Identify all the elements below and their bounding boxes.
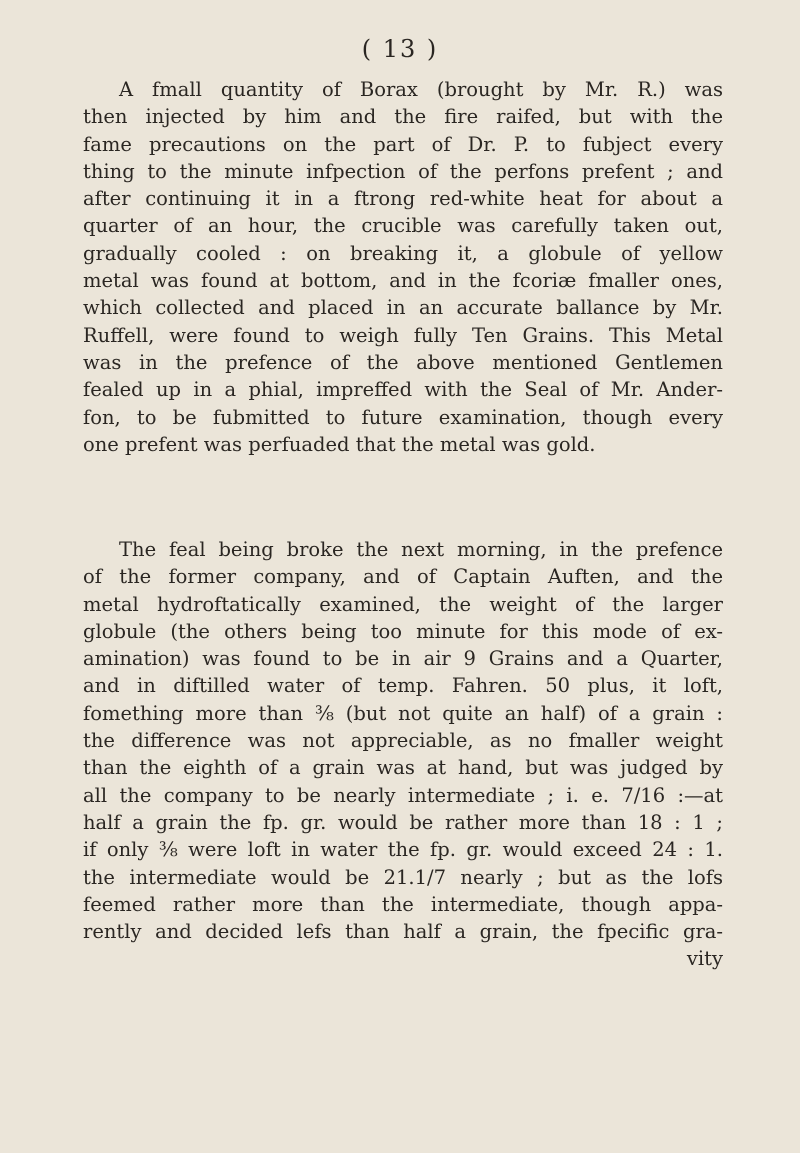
text-line: rently and decided lefs than half a grain, the fpecific gra- bbox=[83, 920, 723, 944]
text-line: half a grain the fp. gr. would be rather more than 18 : 1 ; bbox=[83, 810, 723, 834]
text-line: and in diftilled water of temp. Fahren. 50 plus, it loft, bbox=[83, 674, 723, 698]
text-line: feemed rather more than the intermediate, though appa- bbox=[83, 892, 723, 916]
text-line: globule (the others being too minute for this mode of ex- bbox=[83, 619, 723, 643]
text-line: if only ⅜ were loft in water the fp. gr. would exceed 24 : 1. bbox=[83, 838, 723, 862]
text-line: gradually cooled : on breaking it, a globule of yellow bbox=[83, 241, 723, 265]
text-line: than the eighth of a grain was at hand, but was judged by bbox=[83, 756, 723, 780]
text-line: fealed up in a phial, impreffed with the Seal of Mr. Ander- bbox=[83, 378, 723, 402]
text-line: of the former company, and of Captain Auften, and the bbox=[83, 565, 723, 589]
paragraph-2 bbox=[83, 536, 723, 973]
text-line: then injected by him and the fire raifed, but with the bbox=[83, 105, 723, 129]
text-line: fame precautions on the part of Dr. P. to fubject every bbox=[83, 132, 723, 156]
catchword: vity bbox=[686, 947, 723, 971]
text-line: fomething more than ⅜ (but not quite an half) of a grain : bbox=[83, 701, 723, 725]
page-number: ( 13 ) bbox=[361, 35, 439, 63]
text-line: which collected and placed in an accurate ballance by Mr. bbox=[83, 296, 723, 320]
text-line: A fmall quantity of Borax (brought by Mr. R.) was bbox=[119, 78, 723, 101]
text-line: thing to the minute infpection of the perfons prefent ; and bbox=[83, 159, 723, 183]
text-line: all the company to be nearly intermediate ; i. e. 7/16 :—at bbox=[83, 783, 723, 807]
text-line: quarter of an hour, the crucible was carefully taken out, bbox=[83, 214, 723, 238]
text-line: the difference was not appreciable, as no fmaller weight bbox=[83, 729, 723, 753]
text-line: The feal being broke the next morning, in the prefence bbox=[119, 538, 723, 561]
text-line: metal was found at bottom, and in the fcoriæ fmaller ones, bbox=[83, 269, 723, 293]
text-line: after continuing it in a ftrong red-white heat for about a bbox=[83, 187, 723, 211]
paragraph-1 bbox=[83, 76, 723, 458]
text-line: Ruffell, were found to weigh fully Ten Grains. This Metal bbox=[83, 323, 723, 347]
text-line: amination) was found to be in air 9 Grains and a Quarter, bbox=[83, 647, 723, 671]
text-line: was in the prefence of the above mentioned Gentlemen bbox=[83, 350, 723, 374]
text-line: metal hydroftatically examined, the weight of the larger bbox=[83, 592, 723, 616]
text-line: one prefent was perfuaded that the metal was gold. bbox=[83, 432, 596, 456]
text-line: fon, to be fubmitted to future examination, though every bbox=[83, 405, 723, 429]
text-line: the intermediate would be 21.1/7 nearly ; but as the lofs bbox=[83, 865, 723, 889]
